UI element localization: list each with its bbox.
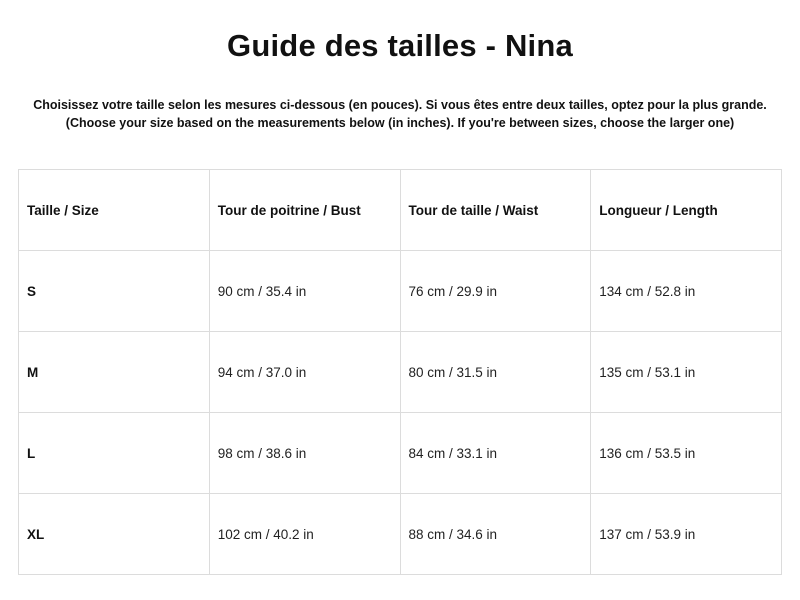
subtitle-french: Choisissez votre taille selon les mesures ci-dessous (en pouces). Si vous êtes entre deux tailles, optez pour la plus grande. [33, 98, 767, 112]
header-row [19, 170, 782, 251]
length-cell: 134 cm / 52.8 in [591, 251, 782, 332]
size-cell: L [19, 413, 210, 494]
table-body [19, 251, 782, 575]
size-cell: S [19, 251, 210, 332]
size-cell: M [19, 332, 210, 413]
length-cell: 137 cm / 53.9 in [591, 494, 782, 575]
header-length: Longueur / Length [591, 170, 782, 251]
header-bust: Tour de poitrine / Bust [209, 170, 400, 251]
table-row [19, 251, 782, 332]
table-row [19, 413, 782, 494]
waist-cell: 88 cm / 34.6 in [400, 494, 591, 575]
subtitle-english: (Choose your size based on the measurements below (in inches). If you're between sizes, choose the larger one) [65, 116, 735, 130]
bust-cell: 90 cm / 35.4 in [209, 251, 400, 332]
waist-cell: 80 cm / 31.5 in [400, 332, 591, 413]
size-chart-table [18, 169, 782, 575]
page-subtitle [0, 96, 800, 132]
page-title: Guide des tailles - Nina [227, 28, 573, 63]
table-row [19, 494, 782, 575]
waist-cell: 84 cm / 33.1 in [400, 413, 591, 494]
length-cell: 136 cm / 53.5 in [591, 413, 782, 494]
bust-cell: 94 cm / 37.0 in [209, 332, 400, 413]
bust-cell: 98 cm / 38.6 in [209, 413, 400, 494]
size-cell: XL [19, 494, 210, 575]
bust-cell: 102 cm / 40.2 in [209, 494, 400, 575]
table-header [19, 170, 782, 251]
table-row [19, 332, 782, 413]
length-cell: 135 cm / 53.1 in [591, 332, 782, 413]
waist-cell: 76 cm / 29.9 in [400, 251, 591, 332]
header-waist: Tour de taille / Waist [400, 170, 591, 251]
header-size: Taille / Size [19, 170, 210, 251]
